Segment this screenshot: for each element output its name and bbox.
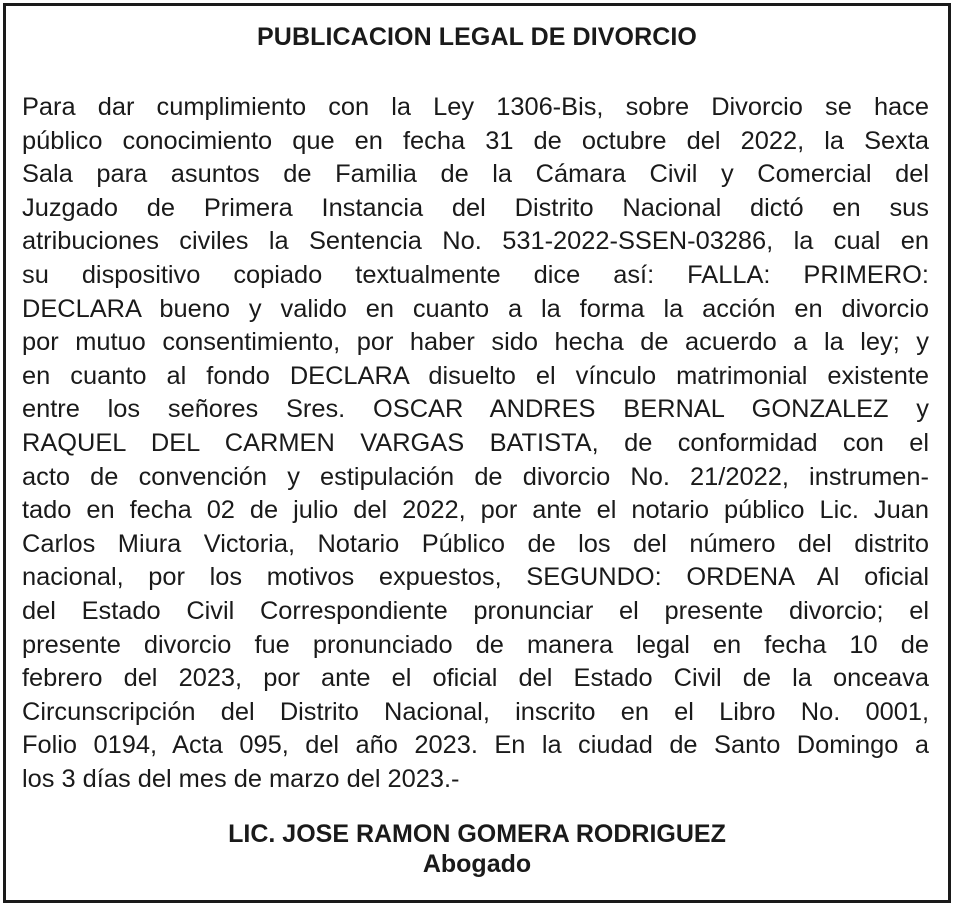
body-line: en cuanto al fondo DECLARA disuelto el vínculo matrimonial existente <box>22 361 929 390</box>
notice-body <box>22 91 929 796</box>
body-line: presente divorcio fue pronunciado de manera legal en fecha 10 de <box>22 630 929 659</box>
body-line: Juzgado de Primera Instancia del Distrito Nacional dictó en sus <box>22 193 929 222</box>
body-line: RAQUEL DEL CARMEN VARGAS BATISTA, de conformidad con el <box>22 428 929 457</box>
notice-title: PUBLICACION LEGAL DE DIVORCIO <box>257 23 697 51</box>
signer-name: LIC. JOSE RAMON GOMERA RODRIGUEZ <box>228 820 726 848</box>
body-line: Folio 0194, Acta 095, del año 2023. En la ciudad de Santo Domingo a <box>22 731 929 760</box>
body-line: Carlos Miura Victoria, Notario Público de los del número del distrito <box>22 529 929 558</box>
signer-role: Abogado <box>422 850 532 878</box>
body-line: entre los señores Sres. OSCAR ANDRES BERNAL GONZALEZ y <box>22 395 929 424</box>
body-line: por mutuo consentimiento, por haber sido hecha de acuerdo a la ley; y <box>22 328 929 357</box>
body-line: DECLARA bueno y valido en cuanto a la forma la acción en divorcio <box>22 294 929 323</box>
signature-block <box>6 819 948 879</box>
body-line: atribuciones civiles la Sentencia No. 531-2022-SSEN-03286, la cual en <box>22 227 929 256</box>
body-line: del Estado Civil Correspondiente pronunciar el presente divorcio; el <box>22 596 929 625</box>
body-line: su dispositivo copiado textualmente dice así: FALLA: PRIMERO: <box>22 260 929 289</box>
body-line: público conocimiento que en fecha 31 de octubre del 2022, la Sexta <box>22 126 929 155</box>
legal-notice-box <box>3 3 951 903</box>
body-line: Sala para asuntos de Familia de la Cámara Civil y Comercial del <box>22 160 929 189</box>
body-line: los 3 días del mes de marzo del 2023.- <box>22 764 460 793</box>
body-line: febrero del 2023, por ante el oficial del Estado Civil de la onceava <box>22 664 929 693</box>
body-line: Circunscripción del Distrito Nacional, inscrito en el Libro No. 0001, <box>22 697 929 726</box>
body-line: nacional, por los motivos expuestos, SEGUNDO: ORDENA Al oficial <box>22 563 929 592</box>
body-line: Para dar cumplimiento con la Ley 1306-Bis, sobre Divorcio se hace <box>22 93 929 121</box>
body-line: acto de convención y estipulación de divorcio No. 21/2022, instrumen- <box>22 462 929 491</box>
body-line: tado en fecha 02 de julio del 2022, por ante el notario público Lic. Juan <box>22 496 929 525</box>
